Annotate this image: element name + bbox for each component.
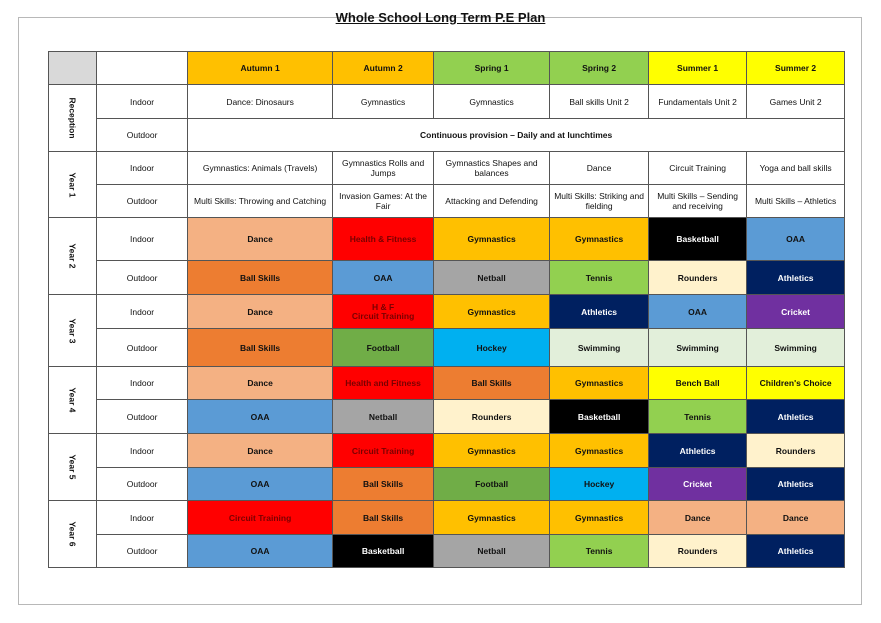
term-header: Summer 1 xyxy=(649,52,747,85)
activity-cell: Gymnastics xyxy=(434,218,550,261)
outdoor-label: Outdoor xyxy=(97,535,188,568)
activity-cell: Dance xyxy=(188,434,333,468)
activity-cell: Dance xyxy=(747,501,845,535)
activity-cell: Dance xyxy=(649,501,747,535)
blank-header-cell xyxy=(97,52,188,85)
term-header: Summer 2 xyxy=(747,52,845,85)
activity-cell: Gymnastics xyxy=(434,85,550,119)
year1-outdoor-row xyxy=(49,185,845,218)
year-label-text: Reception xyxy=(67,97,78,139)
activity-cell: Circuit Training xyxy=(333,434,434,468)
activity-cell: Multi Skills – Sending and receiving xyxy=(649,185,747,218)
activity-cell: Dance xyxy=(188,218,333,261)
activity-cell: Bench Ball xyxy=(649,367,747,400)
activity-cell: Ball Skills xyxy=(333,468,434,501)
activity-cell: Tennis xyxy=(550,261,649,295)
year-label-text: Year 3 xyxy=(67,317,78,344)
activity-cell: Circuit Training xyxy=(188,501,333,535)
term-header: Autumn 1 xyxy=(188,52,333,85)
activity-cell: Athletics xyxy=(747,261,845,295)
indoor-label: Indoor xyxy=(97,152,188,185)
activity-cell: Gymnastics xyxy=(434,434,550,468)
year5-outdoor-row xyxy=(49,468,845,501)
activity-cell: Gymnastics xyxy=(333,85,434,119)
outdoor-label: Outdoor xyxy=(97,185,188,218)
activity-cell: Health and Fitness xyxy=(333,367,434,400)
year2-indoor-row xyxy=(49,218,845,261)
continuous-provision-cell: Continuous provision – Daily and at lunchtimes xyxy=(188,119,845,152)
activity-cell: Dance xyxy=(550,152,649,185)
year-label xyxy=(49,367,97,434)
activity-cell: Gymnastics xyxy=(550,501,649,535)
year6-indoor-row xyxy=(49,501,845,535)
year-label xyxy=(49,152,97,218)
activity-cell: Netball xyxy=(434,535,550,568)
activity-cell: OAA xyxy=(188,400,333,434)
indoor-label: Indoor xyxy=(97,367,188,400)
activity-cell: Football xyxy=(333,329,434,367)
outdoor-label: Outdoor xyxy=(97,468,188,501)
activity-cell: Gymnastics xyxy=(434,501,550,535)
outdoor-label: Outdoor xyxy=(97,400,188,434)
activity-cell: Swimming xyxy=(747,329,845,367)
year4-indoor-row xyxy=(49,367,845,400)
activity-cell: Fundamentals Unit 2 xyxy=(649,85,747,119)
header-row xyxy=(49,52,845,85)
activity-cell: Basketball xyxy=(649,218,747,261)
reception-outdoor-row xyxy=(49,119,845,152)
corner-cell xyxy=(49,52,97,85)
activity-cell: Gymnastics Rolls and Jumps xyxy=(333,152,434,185)
outdoor-label: Outdoor xyxy=(97,261,188,295)
activity-cell: Ball Skills xyxy=(188,261,333,295)
activity-cell: Circuit Training xyxy=(649,152,747,185)
year-label xyxy=(49,85,97,152)
year-label-text: Year 4 xyxy=(67,387,78,413)
activity-cell: OAA xyxy=(188,468,333,501)
activity-cell: Rounders xyxy=(649,261,747,295)
activity-cell: Athletics xyxy=(550,295,649,329)
year-label-text: Year 6 xyxy=(67,521,78,547)
year-label-text: Year 2 xyxy=(67,243,78,269)
activity-cell: Netball xyxy=(333,400,434,434)
activity-cell: Gymnastics xyxy=(550,434,649,468)
year-label-text: Year 5 xyxy=(67,454,78,480)
year3-indoor-row xyxy=(49,295,845,329)
activity-cell: Multi Skills: Striking and fielding xyxy=(550,185,649,218)
year2-outdoor-row xyxy=(49,261,845,295)
activity-cell: Multi Skills – Athletics xyxy=(747,185,845,218)
year-label xyxy=(49,218,97,295)
activity-cell: Gymnastics Shapes and balances xyxy=(434,152,550,185)
reception-indoor-row xyxy=(49,85,845,119)
activity-cell: Basketball xyxy=(550,400,649,434)
activity-cell: Swimming xyxy=(550,329,649,367)
activity-cell: Yoga and ball skills xyxy=(747,152,845,185)
activity-cell: Athletics xyxy=(747,468,845,501)
activity-cell: Basketball xyxy=(333,535,434,568)
term-header: Spring 2 xyxy=(550,52,649,85)
activity-cell: OAA xyxy=(649,295,747,329)
page-title: Whole School Long Term P.E Plan xyxy=(335,10,546,25)
year-label xyxy=(49,501,97,568)
activity-cell: OAA xyxy=(333,261,434,295)
activity-cell: Gymnastics: Animals (Travels) xyxy=(188,152,333,185)
pe-plan-table xyxy=(48,51,845,568)
activity-cell: Gymnastics xyxy=(550,218,649,261)
term-header: Spring 1 xyxy=(434,52,550,85)
indoor-label: Indoor xyxy=(97,85,188,119)
activity-cell: Invasion Games: At the Fair xyxy=(333,185,434,218)
indoor-label: Indoor xyxy=(97,501,188,535)
activity-cell: Tennis xyxy=(649,400,747,434)
activity-cell: Multi Skills: Throwing and Catching xyxy=(188,185,333,218)
activity-cell: Swimming xyxy=(649,329,747,367)
activity-cell: Health & Fitness xyxy=(333,218,434,261)
year5-indoor-row xyxy=(49,434,845,468)
year3-outdoor-row xyxy=(49,329,845,367)
activity-cell: OAA xyxy=(747,218,845,261)
activity-cell: Athletics xyxy=(747,535,845,568)
activity-cell: Cricket xyxy=(747,295,845,329)
term-header: Autumn 2 xyxy=(333,52,434,85)
activity-cell: Ball skills Unit 2 xyxy=(550,85,649,119)
activity-cell: Games Unit 2 xyxy=(747,85,845,119)
activity-cell: Netball xyxy=(434,261,550,295)
indoor-label: Indoor xyxy=(97,295,188,329)
activity-cell: Hockey xyxy=(434,329,550,367)
activity-cell: Dance: Dinosaurs xyxy=(188,85,333,119)
activity-cell: Ball Skills xyxy=(333,501,434,535)
activity-cell: Cricket xyxy=(649,468,747,501)
year1-indoor-row xyxy=(49,152,845,185)
activity-cell: Athletics xyxy=(649,434,747,468)
activity-cell: H & F Circuit Training xyxy=(333,295,434,329)
year4-outdoor-row xyxy=(49,400,845,434)
outdoor-label: Outdoor xyxy=(97,119,188,152)
indoor-label: Indoor xyxy=(97,218,188,261)
activity-cell: Tennis xyxy=(550,535,649,568)
activity-cell: Dance xyxy=(188,367,333,400)
activity-cell: Ball Skills xyxy=(188,329,333,367)
year6-outdoor-row xyxy=(49,535,845,568)
activity-cell: Dance xyxy=(188,295,333,329)
activity-cell: Athletics xyxy=(747,400,845,434)
activity-cell: Rounders xyxy=(649,535,747,568)
activity-cell: Gymnastics xyxy=(434,295,550,329)
year-label xyxy=(49,295,97,367)
activity-cell: Rounders xyxy=(747,434,845,468)
indoor-label: Indoor xyxy=(97,434,188,468)
activity-cell: OAA xyxy=(188,535,333,568)
activity-cell: Children's Choice xyxy=(747,367,845,400)
activity-cell: Ball Skills xyxy=(434,367,550,400)
activity-cell: Football xyxy=(434,468,550,501)
year-label-text: Year 1 xyxy=(67,171,78,198)
activity-cell: Gymnastics xyxy=(550,367,649,400)
year-label xyxy=(49,434,97,501)
outdoor-label: Outdoor xyxy=(97,329,188,367)
activity-cell: Rounders xyxy=(434,400,550,434)
activity-cell: Hockey xyxy=(550,468,649,501)
activity-cell: Attacking and Defending xyxy=(434,185,550,218)
